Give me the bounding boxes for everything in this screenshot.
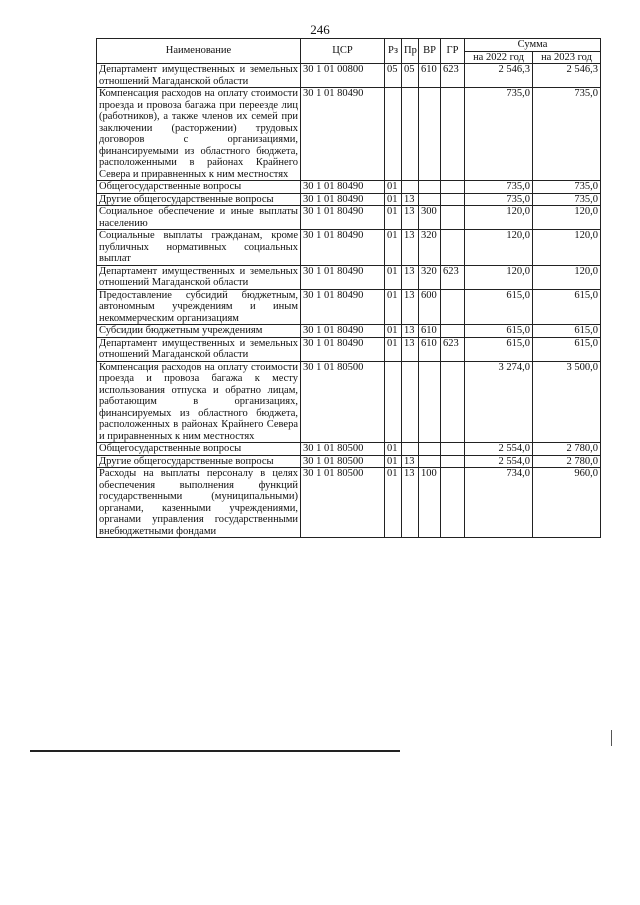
row-pr-cell: 13 — [402, 337, 419, 361]
table-row — [97, 337, 601, 361]
row-pr-cell: 13 — [402, 206, 419, 230]
row-csr-cell: 30 1 01 80490 — [301, 230, 385, 266]
row-sum-2023-cell: 2 780,0 — [533, 455, 601, 468]
table-row — [97, 181, 601, 194]
row-rz-cell: 01 — [385, 455, 402, 468]
header-csr: ЦСР — [301, 39, 385, 64]
row-pr-cell: 13 — [402, 455, 419, 468]
row-name-cell: Другие общегосударственные вопросы — [97, 455, 301, 468]
row-vr-cell — [419, 181, 441, 194]
row-vr-cell: 610 — [419, 325, 441, 338]
row-sum-2023-cell: 960,0 — [533, 468, 601, 538]
row-name-cell: Общегосударственные вопросы — [97, 443, 301, 456]
row-sum-2022-cell: 2 546,3 — [465, 64, 533, 88]
header-name: Наименование — [97, 39, 301, 64]
row-pr-cell: 13 — [402, 468, 419, 538]
row-sum-2022-cell: 734,0 — [465, 468, 533, 538]
row-pr-cell: 13 — [402, 230, 419, 266]
row-rz-cell: 01 — [385, 289, 402, 325]
row-sum-2022-cell: 615,0 — [465, 289, 533, 325]
row-sum-2023-cell: 2 780,0 — [533, 443, 601, 456]
row-gr-cell: 623 — [441, 265, 465, 289]
header-year-2022: на 2022 год — [465, 51, 533, 64]
row-pr-cell: 13 — [402, 265, 419, 289]
row-csr-cell: 30 1 01 80490 — [301, 289, 385, 325]
row-name-cell: Расходы на выплаты персоналу в целях обеспечения выполнения функций государственными (муниципальными) органами, казенными учреждениями, органами управления государственными внебюджетными фондами — [97, 468, 301, 538]
row-gr-cell — [441, 468, 465, 538]
header-row-top — [97, 39, 601, 52]
row-name-cell: Общегосударственные вопросы — [97, 181, 301, 194]
row-pr-cell — [402, 88, 419, 181]
table-row — [97, 455, 601, 468]
row-sum-2022-cell: 735,0 — [465, 193, 533, 206]
row-sum-2022-cell: 120,0 — [465, 230, 533, 266]
row-sum-2023-cell: 3 500,0 — [533, 361, 601, 443]
table-row — [97, 88, 601, 181]
row-gr-cell — [441, 206, 465, 230]
row-sum-2022-cell: 3 274,0 — [465, 361, 533, 443]
row-sum-2023-cell: 735,0 — [533, 181, 601, 194]
row-csr-cell: 30 1 01 80500 — [301, 468, 385, 538]
row-rz-cell: 01 — [385, 325, 402, 338]
row-gr-cell — [441, 289, 465, 325]
row-vr-cell: 100 — [419, 468, 441, 538]
row-vr-cell: 320 — [419, 230, 441, 266]
row-vr-cell — [419, 443, 441, 456]
budget-table — [96, 38, 601, 538]
header-sum: Сумма — [465, 39, 601, 52]
row-sum-2022-cell: 735,0 — [465, 88, 533, 181]
row-sum-2022-cell: 615,0 — [465, 325, 533, 338]
row-csr-cell: 30 1 01 80490 — [301, 206, 385, 230]
row-gr-cell — [441, 325, 465, 338]
table-row — [97, 468, 601, 538]
bottom-rule — [30, 750, 400, 752]
row-name-cell: Департамент имущественных и земельных отношений Магаданской области — [97, 265, 301, 289]
row-rz-cell — [385, 88, 402, 181]
table-row — [97, 361, 601, 443]
row-rz-cell: 01 — [385, 265, 402, 289]
header-gr: ГР — [441, 39, 465, 64]
row-vr-cell: 600 — [419, 289, 441, 325]
header-vr: ВР — [419, 39, 441, 64]
table-row — [97, 206, 601, 230]
row-sum-2022-cell: 2 554,0 — [465, 443, 533, 456]
row-pr-cell: 13 — [402, 325, 419, 338]
row-gr-cell — [441, 361, 465, 443]
row-vr-cell: 610 — [419, 64, 441, 88]
row-name-cell: Социальные выплаты гражданам, кроме публичных нормативных социальных выплат — [97, 230, 301, 266]
row-sum-2023-cell: 120,0 — [533, 206, 601, 230]
row-rz-cell: 01 — [385, 337, 402, 361]
row-sum-2023-cell: 615,0 — [533, 325, 601, 338]
row-name-cell: Субсидии бюджетным учреждениям — [97, 325, 301, 338]
row-name-cell: Предоставление субсидий бюджетным, автономным учреждениям и иным некоммерческим организациям — [97, 289, 301, 325]
row-vr-cell: 320 — [419, 265, 441, 289]
row-gr-cell — [441, 193, 465, 206]
row-vr-cell — [419, 455, 441, 468]
row-vr-cell: 300 — [419, 206, 441, 230]
row-csr-cell: 30 1 01 80490 — [301, 337, 385, 361]
page-number: 246 — [310, 22, 330, 37]
row-rz-cell: 01 — [385, 181, 402, 194]
header-rz: Рз — [385, 39, 402, 64]
row-rz-cell: 05 — [385, 64, 402, 88]
row-pr-cell: 13 — [402, 289, 419, 325]
row-gr-cell — [441, 443, 465, 456]
row-sum-2023-cell: 735,0 — [533, 193, 601, 206]
row-pr-cell — [402, 181, 419, 194]
row-csr-cell: 30 1 01 80500 — [301, 361, 385, 443]
row-rz-cell: 01 — [385, 230, 402, 266]
row-csr-cell: 30 1 01 00800 — [301, 64, 385, 88]
row-rz-cell: 01 — [385, 193, 402, 206]
row-name-cell: Социальное обеспечение и иные выплаты населению — [97, 206, 301, 230]
row-csr-cell: 30 1 01 80490 — [301, 325, 385, 338]
table-row — [97, 193, 601, 206]
row-rz-cell: 01 — [385, 443, 402, 456]
row-csr-cell: 30 1 01 80490 — [301, 265, 385, 289]
row-name-cell: Департамент имущественных и земельных отношений Магаданской области — [97, 64, 301, 88]
row-pr-cell — [402, 361, 419, 443]
row-gr-cell — [441, 181, 465, 194]
row-sum-2022-cell: 2 554,0 — [465, 455, 533, 468]
row-vr-cell — [419, 193, 441, 206]
row-sum-2023-cell: 615,0 — [533, 337, 601, 361]
table-row — [97, 289, 601, 325]
row-rz-cell: 01 — [385, 206, 402, 230]
table-row — [97, 443, 601, 456]
row-vr-cell: 610 — [419, 337, 441, 361]
table-body — [97, 64, 601, 538]
row-sum-2023-cell: 120,0 — [533, 230, 601, 266]
row-sum-2022-cell: 120,0 — [465, 206, 533, 230]
row-sum-2022-cell: 735,0 — [465, 181, 533, 194]
table-row — [97, 64, 601, 88]
row-pr-cell: 13 — [402, 193, 419, 206]
row-name-cell: Другие общегосударственные вопросы — [97, 193, 301, 206]
row-rz-cell — [385, 361, 402, 443]
row-sum-2023-cell: 2 546,3 — [533, 64, 601, 88]
row-vr-cell — [419, 361, 441, 443]
table-row — [97, 325, 601, 338]
row-vr-cell — [419, 88, 441, 181]
row-name-cell: Компенсация расходов на оплату стоимости проезда и провоза багажа при переезде лиц (работников), а также членов их семей при заключении (расторжении) трудовых договоров с организациями, финансируемыми из областного бюджета, расположенными в районах Крайнего Севера и приравненных к ним местностях — [97, 88, 301, 181]
row-pr-cell — [402, 443, 419, 456]
row-gr-cell — [441, 455, 465, 468]
row-gr-cell: 623 — [441, 337, 465, 361]
row-csr-cell: 30 1 01 80490 — [301, 193, 385, 206]
row-pr-cell: 05 — [402, 64, 419, 88]
header-pr: Пр — [402, 39, 419, 64]
row-gr-cell — [441, 88, 465, 181]
header-year-2023: на 2023 год — [533, 51, 601, 64]
row-sum-2023-cell: 615,0 — [533, 289, 601, 325]
row-gr-cell: 623 — [441, 64, 465, 88]
row-gr-cell — [441, 230, 465, 266]
margin-mark — [611, 730, 612, 746]
row-csr-cell: 30 1 01 80490 — [301, 181, 385, 194]
row-rz-cell: 01 — [385, 468, 402, 538]
row-csr-cell: 30 1 01 80490 — [301, 88, 385, 181]
row-sum-2022-cell: 120,0 — [465, 265, 533, 289]
table-row — [97, 265, 601, 289]
table-row — [97, 230, 601, 266]
row-csr-cell: 30 1 01 80500 — [301, 443, 385, 456]
row-sum-2022-cell: 615,0 — [465, 337, 533, 361]
row-sum-2023-cell: 120,0 — [533, 265, 601, 289]
row-name-cell: Компенсация расходов на оплату стоимости проезда и провоза багажа к месту использования отпуска и обратно лицам, работающим в организациях, финансируемых из областного бюджета, расположенных в районах Крайнего Севера и приравненных к ним местностях — [97, 361, 301, 443]
row-csr-cell: 30 1 01 80500 — [301, 455, 385, 468]
row-name-cell: Департамент имущественных и земельных отношений Магаданской области — [97, 337, 301, 361]
row-sum-2023-cell: 735,0 — [533, 88, 601, 181]
